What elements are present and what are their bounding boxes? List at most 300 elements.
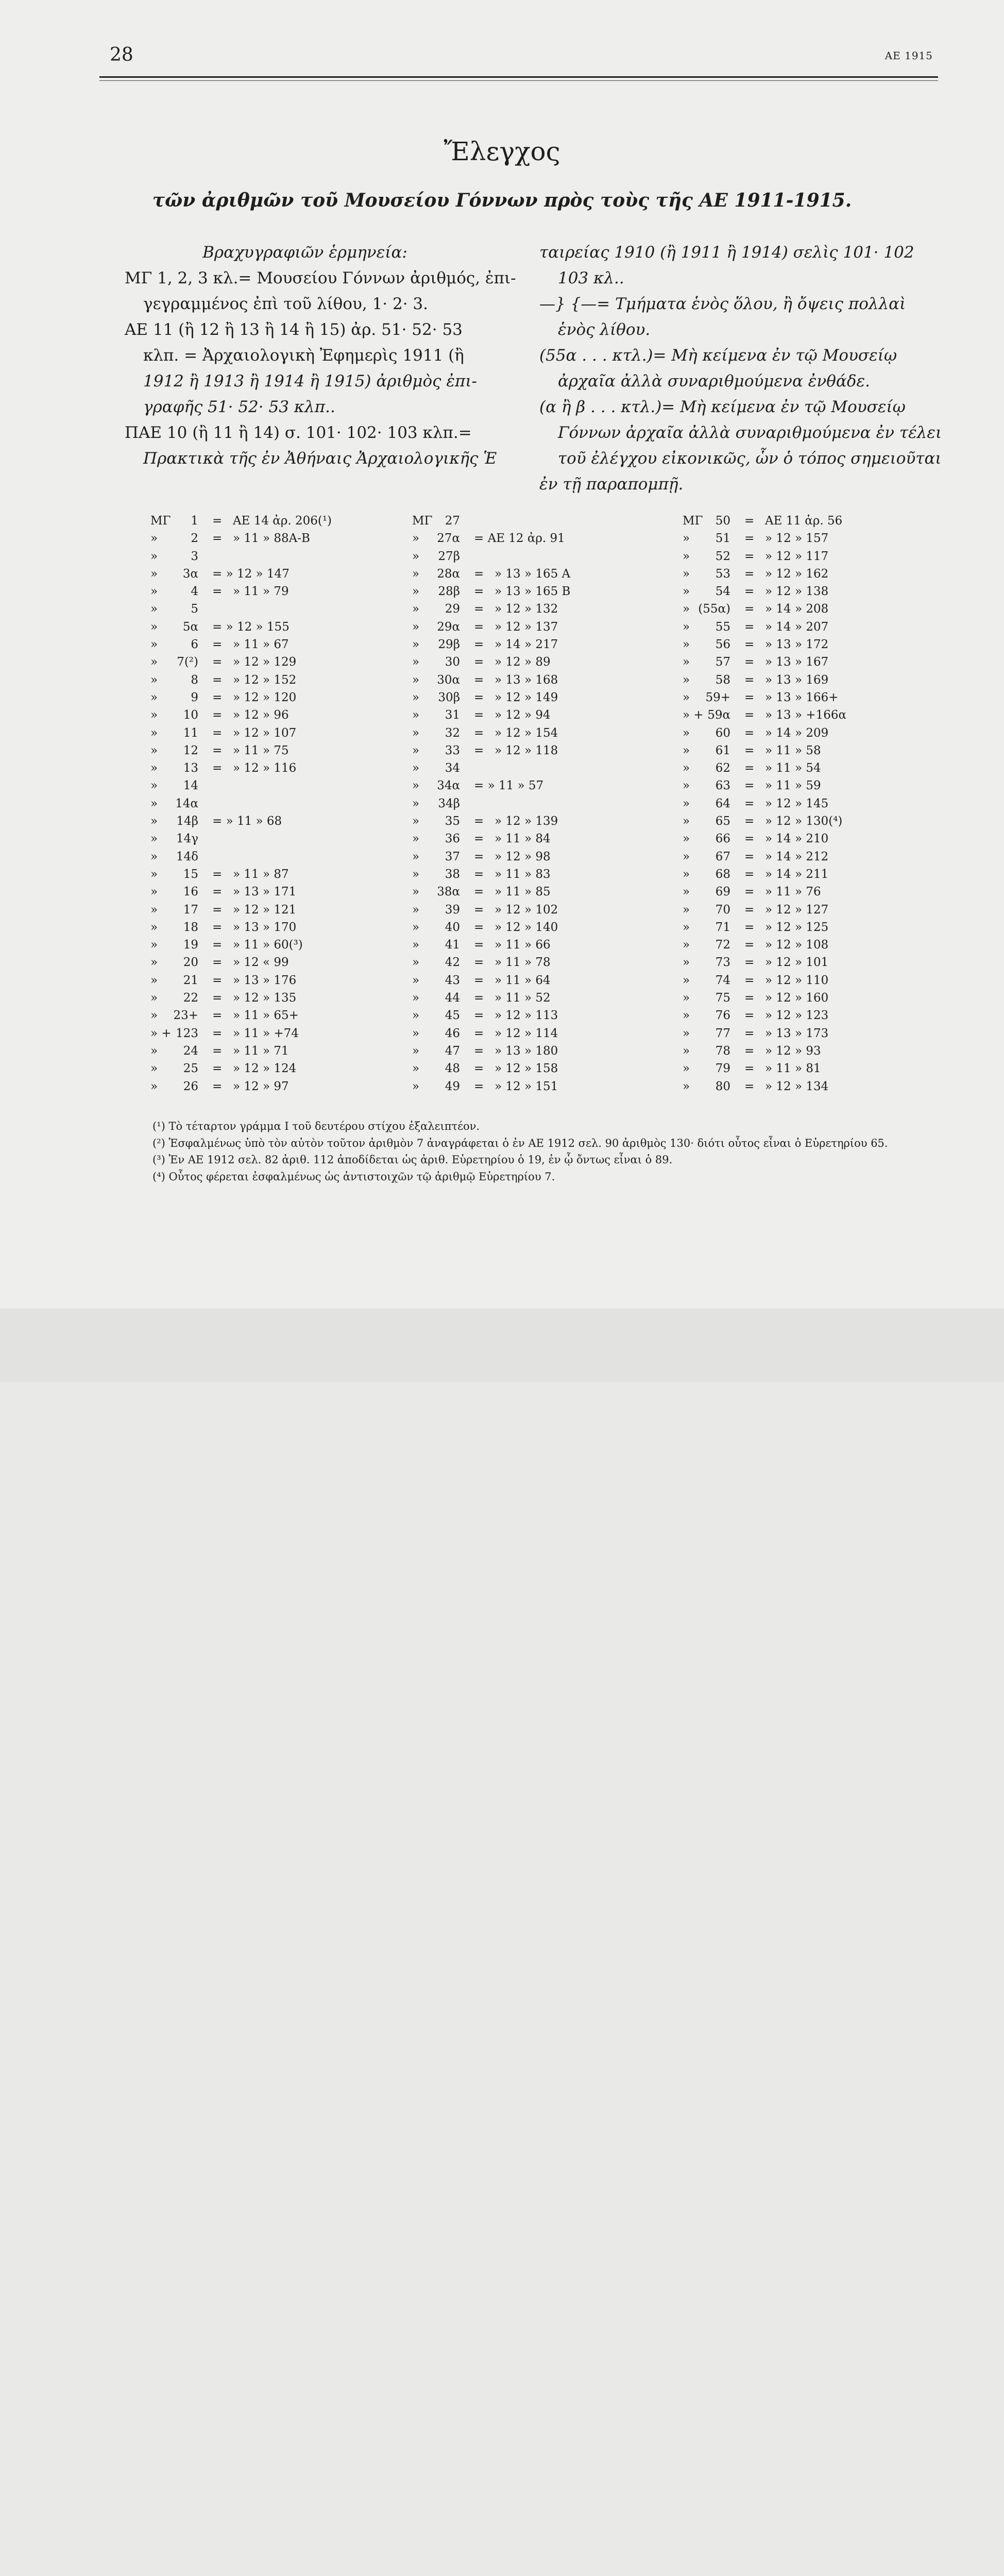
reference: » 11 » 75: [233, 743, 289, 757]
museum-number: 41: [445, 938, 460, 952]
museum-number: 74: [715, 973, 730, 987]
table-row: [412, 636, 654, 653]
table-row: [412, 795, 654, 812]
museum-number: 46: [445, 1026, 460, 1040]
row-prefix: »: [150, 903, 158, 917]
equals-sign: =: [212, 973, 223, 987]
equals-sign: =: [744, 638, 755, 652]
equals-sign: =: [212, 638, 223, 652]
row-prefix: »: [412, 549, 420, 563]
table-row: [150, 689, 387, 706]
equals-sign: =: [744, 655, 755, 669]
equals-sign: =: [744, 903, 755, 917]
table-row: [150, 1007, 387, 1024]
reference: ΑΕ 14 ἀρ. 206(¹): [233, 514, 332, 528]
reference: » 12 » 129: [233, 655, 297, 669]
museum-number: 78: [715, 1044, 730, 1058]
museum-number: 32: [445, 726, 460, 740]
museum-number: 68: [715, 867, 730, 881]
table-row: [683, 1078, 904, 1095]
equals-sign: =: [744, 567, 755, 581]
equals-sign: =: [474, 903, 484, 917]
museum-number: 80: [715, 1079, 730, 1093]
reference: » 13 » 166+: [765, 690, 839, 704]
equals-sign: =: [744, 585, 755, 599]
table-row: [683, 636, 904, 653]
reference: » 12 » 101: [765, 956, 829, 970]
row-prefix: »: [683, 549, 690, 563]
equals-sign: =: [474, 602, 484, 616]
row-prefix: ΜΓ: [683, 514, 703, 528]
abbreviations-left: [125, 240, 516, 471]
museum-number: 19: [183, 938, 198, 952]
equals-sign: =: [474, 743, 484, 757]
museum-number: 34α: [437, 779, 460, 793]
equals-sign: =: [212, 726, 223, 740]
row-prefix: »: [683, 655, 690, 669]
museum-number: 30α: [437, 673, 460, 687]
museum-number: 40: [445, 920, 460, 934]
row-prefix: »: [683, 1026, 690, 1040]
table-row: [412, 742, 654, 759]
museum-number: 63: [715, 779, 730, 793]
museum-number: 2: [191, 532, 198, 546]
equals-sign: =: [212, 1044, 223, 1058]
row-prefix: »: [150, 920, 158, 934]
equals-sign: =: [744, 850, 755, 863]
row-prefix: »: [150, 815, 158, 828]
equals-sign: =: [744, 708, 755, 722]
table-row: [150, 795, 387, 812]
row-prefix: »: [412, 1044, 420, 1058]
row-prefix: »: [150, 690, 158, 704]
row-prefix: »: [412, 761, 420, 775]
reference: » 11 » +74: [233, 1026, 299, 1040]
footnote: (³) Ἐν ΑΕ 1912 σελ. 82 ἀριθ. 112 ἀποδίδεται ὡς ἀριθ. Εὑρετηρίου ὁ 19, ἐν ᾧ ὄντως εἶναι ὁ 89.: [152, 1154, 673, 1166]
table-row: [683, 830, 904, 848]
equals-sign: =: [744, 885, 755, 899]
museum-number: 59α: [707, 708, 730, 722]
table-row: [150, 636, 387, 653]
reference: » 12 « 99: [233, 956, 289, 970]
row-prefix: »: [683, 602, 690, 616]
museum-number: 65: [715, 815, 730, 828]
row-prefix: »: [412, 903, 420, 917]
reference: » 12 » 108: [765, 938, 829, 952]
row-prefix: »: [412, 690, 420, 704]
table-row: [150, 548, 387, 565]
row-prefix: »: [150, 673, 158, 687]
museum-number: 13: [183, 761, 198, 775]
row-prefix: »: [150, 549, 158, 563]
reference: » 12 » 102: [495, 903, 558, 917]
row-prefix: »: [683, 850, 690, 863]
row-prefix: »: [683, 920, 690, 934]
equals-sign: =: [212, 920, 223, 934]
museum-number: 44: [445, 991, 460, 1005]
museum-number: 1: [191, 514, 198, 528]
reference: » 12 » 154: [495, 726, 558, 740]
museum-number: 3α: [182, 567, 198, 581]
reference: » 11 » 65+: [233, 1009, 299, 1023]
table-row: [683, 1007, 904, 1024]
row-prefix: »: [412, 815, 420, 828]
equals-sign: =: [474, 973, 484, 987]
footnotes: [152, 1118, 888, 1185]
table-row: [412, 1060, 654, 1077]
museum-number: 7(²): [177, 655, 198, 669]
table-row: [412, 954, 654, 971]
reference: » 11 » 78: [495, 956, 551, 970]
museum-number: (55α): [698, 602, 730, 616]
table-row: [683, 565, 904, 583]
reference: » 12 » 118: [495, 743, 558, 757]
reference: » 12 » 113: [495, 1009, 558, 1023]
table-row: [150, 901, 387, 919]
row-prefix: »: [412, 938, 420, 952]
equals-sign: =: [474, 815, 484, 828]
table-row: [683, 936, 904, 954]
row-prefix: »: [412, 567, 420, 581]
table-row: [150, 724, 387, 742]
table-row: [412, 724, 654, 742]
row-prefix: »: [683, 1044, 690, 1058]
row-prefix: »: [412, 655, 420, 669]
row-prefix: »: [412, 585, 420, 599]
museum-number: 70: [715, 903, 730, 917]
reference: » 12 » 89: [495, 655, 551, 669]
reference: » 12 » 134: [765, 1079, 829, 1093]
reference: » 12 » 97: [233, 1079, 289, 1093]
reference: » 12 » 124: [233, 1062, 297, 1076]
table-row: [412, 919, 654, 936]
abbrev-line: Πρακτικὰ τῆς ἐν Ἀθήναις Ἀρχαιολογικῆς Ἑ: [143, 449, 497, 468]
reference: » 12 » 117: [765, 549, 829, 563]
museum-number: 45: [445, 1009, 460, 1023]
viewer-footer: [0, 1309, 1004, 1382]
table-row: [412, 565, 654, 583]
row-prefix: »: [683, 867, 690, 881]
row-prefix: »: [412, 638, 420, 652]
museum-number: 16: [183, 885, 198, 899]
reference: ΑΕ 11 ἀρ. 56: [765, 514, 843, 528]
reference: » 12 » 152: [233, 673, 297, 687]
equals-sign: =: [474, 726, 484, 740]
row-prefix: »: [150, 532, 158, 546]
table-row: [150, 1060, 387, 1077]
row-prefix: »: [412, 532, 420, 546]
equals-sign: =: [744, 956, 755, 970]
museum-number: 22: [183, 991, 198, 1005]
equals-sign: =: [212, 655, 223, 669]
museum-number: 58: [715, 673, 730, 687]
reference: » 12 » 120: [233, 690, 297, 704]
row-prefix: »: [150, 991, 158, 1005]
abbrev-line: ἀρχαῖα ἀλλὰ συναριθμούμενα ἐνθάδε.: [558, 372, 870, 391]
reference: » 12 » 96: [233, 708, 289, 722]
museum-number: 17: [183, 903, 198, 917]
museum-number: 79: [715, 1062, 730, 1076]
reference: » 13 » 165 Β: [495, 585, 571, 599]
row-prefix: »: [412, 743, 420, 757]
table-row: [150, 600, 387, 618]
row-prefix: »: [683, 743, 690, 757]
row-prefix: »: [412, 991, 420, 1005]
table-row: [412, 530, 654, 547]
row-prefix: »: [150, 655, 158, 669]
museum-number: 69: [715, 885, 730, 899]
table-row: [412, 989, 654, 1007]
museum-number: 57: [715, 655, 730, 669]
reference: » 14 » 209: [765, 726, 829, 740]
museum-number: 37: [445, 850, 460, 863]
reference: » 14 » 207: [765, 620, 829, 634]
equals-sign: =: [212, 532, 223, 546]
equals-sign: =: [212, 903, 223, 917]
row-prefix: »: [683, 991, 690, 1005]
table-row: [150, 972, 387, 989]
museum-number: 10: [183, 708, 198, 722]
equals-sign: =: [212, 673, 223, 687]
table-row: [412, 1078, 654, 1095]
reference: » 12 » 145: [765, 796, 829, 810]
reference: » 14 » 212: [765, 850, 829, 863]
document-title: Ἔλεγχος: [444, 137, 560, 166]
museum-number: 9: [191, 690, 198, 704]
equals-sign: =: [744, 1062, 755, 1076]
table-row: [683, 972, 904, 989]
row-prefix: »: [150, 867, 158, 881]
table-row: [683, 989, 904, 1007]
row-prefix: »: [683, 832, 690, 846]
museum-number: 123: [176, 1026, 198, 1040]
equals-sign: =: [212, 1079, 223, 1093]
reference: » 11 » 67: [233, 638, 289, 652]
museum-number: 34: [445, 761, 460, 775]
row-prefix: »: [412, 1079, 420, 1093]
museum-number: 28α: [437, 567, 460, 581]
reference: » 12 » 158: [495, 1062, 558, 1076]
reference: » 12 » 98: [495, 850, 551, 863]
table-row: [412, 777, 654, 794]
table-row: [412, 866, 654, 883]
table-row: [150, 1078, 387, 1095]
table-row: [412, 883, 654, 901]
equals-sign: =: [744, 815, 755, 828]
row-prefix: »: [412, 708, 420, 722]
museum-number: 4: [191, 585, 198, 599]
museum-number: 61: [715, 743, 730, 757]
reference: » 11 » 83: [495, 867, 551, 881]
museum-number: 51: [715, 532, 730, 546]
row-prefix: »: [683, 1079, 690, 1093]
museum-number: 5α: [182, 620, 198, 634]
abbrev-line: ταιρείας 1910 (ἢ 1911 ἢ 1914) σελὶς 101· 102: [539, 243, 914, 262]
abbrev-line: ΑΕ 11 (ἢ 12 ἢ 13 ἢ 14 ἢ 15) ἀρ. 51· 52· 53: [125, 320, 463, 339]
row-prefix: »: [412, 885, 420, 899]
reference: » 12 » 116: [233, 761, 297, 775]
table-row: [412, 583, 654, 600]
reference: » 12 » 160: [765, 991, 829, 1005]
table-row: [150, 742, 387, 759]
concordance-column-1: [150, 512, 387, 1095]
row-prefix: » +: [150, 1026, 172, 1040]
reference: » 12 » 110: [765, 973, 829, 987]
row-prefix: »: [412, 602, 420, 616]
document-subtitle: τῶν ἀριθμῶν τοῦ Μουσείου Γόννων πρὸς τοὺς τῆς ΑΕ 1911-1915.: [152, 190, 852, 211]
row-prefix: »: [150, 796, 158, 810]
table-row: [412, 548, 654, 565]
row-prefix: »: [412, 1026, 420, 1040]
equals-sign: =: [212, 1009, 223, 1023]
table-row: [683, 866, 904, 883]
row-prefix: »: [683, 761, 690, 775]
equals-sign: =: [474, 938, 484, 952]
table-row: [412, 972, 654, 989]
table-row: [683, 742, 904, 759]
table-row: [683, 901, 904, 919]
row-prefix: »: [683, 585, 690, 599]
row-prefix: ΜΓ: [412, 514, 433, 528]
museum-number: 34β: [438, 796, 460, 810]
row-prefix: »: [683, 638, 690, 652]
reference: » 12 » 125: [765, 920, 829, 934]
equals-sign: =: [474, 585, 484, 599]
equals-sign: =: [474, 1044, 484, 1058]
equals-sign: =: [744, 743, 755, 757]
equals-sign: =: [474, 956, 484, 970]
row-prefix: »: [412, 673, 420, 687]
reference: » 11 » 52: [495, 991, 551, 1005]
museum-number: 25: [183, 1062, 198, 1076]
equals-sign: =: [474, 567, 484, 581]
row-prefix: »: [683, 938, 690, 952]
reference: » 11 » 81: [765, 1062, 821, 1076]
row-prefix: »: [150, 761, 158, 775]
abbrev-line: τοῦ ἐλέγχου εἰκονικῶς, ὧν ὁ τόπος σημειοῦται: [558, 449, 942, 468]
concordance-column-3: [683, 512, 904, 1095]
abbreviations-right: [539, 240, 942, 497]
reference: » 12 » 138: [765, 585, 829, 599]
reference: » 12 » 93: [765, 1044, 821, 1058]
table-row: [412, 653, 654, 671]
museum-number: 42: [445, 956, 460, 970]
museum-number: 35: [445, 815, 460, 828]
row-prefix: »: [683, 885, 690, 899]
equals-sign: =: [744, 1009, 755, 1023]
museum-number: 49: [445, 1079, 460, 1093]
reference: » 13 » 165 Α: [495, 567, 571, 581]
reference: » 13 » 171: [233, 885, 297, 899]
museum-number: 59+: [705, 690, 730, 704]
reference: = » 11 » 57: [474, 779, 544, 793]
equals-sign: =: [212, 938, 223, 952]
reference: = ΑΕ 12 ἀρ. 91: [474, 532, 565, 546]
museum-number: 29β: [438, 638, 460, 652]
row-prefix: »: [683, 1009, 690, 1023]
equals-sign: =: [744, 1079, 755, 1093]
table-row: [150, 866, 387, 883]
equals-sign: =: [212, 743, 223, 757]
museum-number: 60: [715, 726, 730, 740]
museum-number: 67: [715, 850, 730, 863]
table-row: [683, 653, 904, 671]
reference: » 13 » 169: [765, 673, 829, 687]
museum-number: 14δ: [176, 850, 198, 863]
table-row: [412, 1042, 654, 1060]
abbrev-line: ΜΓ 1, 2, 3 κλ.= Μουσείου Γόννων ἀριθμός, ἐπι-: [125, 269, 516, 287]
table-row: [150, 936, 387, 954]
abbrev-line: ἐν τῇ παραπομπῇ.: [539, 475, 684, 494]
reference: » 12 » 151: [495, 1079, 558, 1093]
equals-sign: =: [474, 832, 484, 846]
reference: » 11 » 66: [495, 938, 551, 952]
museum-number: 39: [445, 903, 460, 917]
museum-number: 29: [445, 602, 460, 616]
table-row: [683, 583, 904, 600]
equals-sign: =: [474, 867, 484, 881]
running-header: ΑΕ 1915: [884, 49, 933, 62]
equals-sign: =: [474, 1026, 484, 1040]
abbrev-line: (55α . . . κτλ.)= Μὴ κείμενα ἐν τῷ Μουσείῳ: [539, 346, 897, 365]
table-row: [412, 618, 654, 636]
abbrev-line: κλπ. = Ἀρχαιολογικὴ Ἐφημερὶς 1911 (ἢ: [143, 346, 464, 365]
row-prefix: »: [150, 779, 158, 793]
museum-number: 15: [183, 867, 198, 881]
equals-sign: =: [744, 920, 755, 934]
equals-sign: =: [474, 673, 484, 687]
museum-number: 36: [445, 832, 460, 846]
row-prefix: »: [412, 620, 420, 634]
footnote: (²) Ἐσφαλμένως ὑπὸ τὸν αὐτὸν τοῦτον ἀριθμὸν 7 ἀναγράφεται ὁ ἐν ΑΕ 1912 σελ. 90 ἀριθμὸς 130· διότι οὗτος εἶναι ὁ Εὑρετηρίου 65.: [152, 1137, 888, 1149]
reference: » 13 » 172: [765, 638, 829, 652]
table-row: [683, 777, 904, 794]
museum-number: 33: [445, 743, 460, 757]
row-prefix: »: [412, 973, 420, 987]
table-row: [150, 759, 387, 777]
equals-sign: =: [212, 514, 223, 528]
equals-sign: =: [474, 620, 484, 634]
museum-number: 20: [183, 956, 198, 970]
table-row: [150, 919, 387, 936]
table-row: [412, 600, 654, 618]
museum-number: 28β: [438, 585, 460, 599]
table-row: [412, 830, 654, 848]
equals-sign: =: [744, 867, 755, 881]
table-row: [683, 1060, 904, 1077]
table-row: [150, 848, 387, 866]
table-row: [683, 812, 904, 830]
reference: » 13 » 173: [765, 1026, 829, 1040]
museum-number: 3: [191, 549, 198, 563]
reference: » 11 » 88Α-Β: [233, 532, 310, 546]
row-prefix: »: [683, 815, 690, 828]
equals-sign: =: [212, 885, 223, 899]
table-row: [412, 706, 654, 724]
reference: » 12 » 114: [495, 1026, 558, 1040]
museum-number: 8: [191, 673, 198, 687]
table-row: [150, 653, 387, 671]
museum-number: 30β: [438, 690, 460, 704]
row-prefix: »: [412, 796, 420, 810]
equals-sign: =: [744, 973, 755, 987]
table-row: [683, 548, 904, 565]
equals-sign: =: [474, 1062, 484, 1076]
museum-number: 54: [715, 585, 730, 599]
table-row: [683, 512, 904, 530]
reference: » 11 » 58: [765, 743, 821, 757]
table-row: [683, 883, 904, 901]
